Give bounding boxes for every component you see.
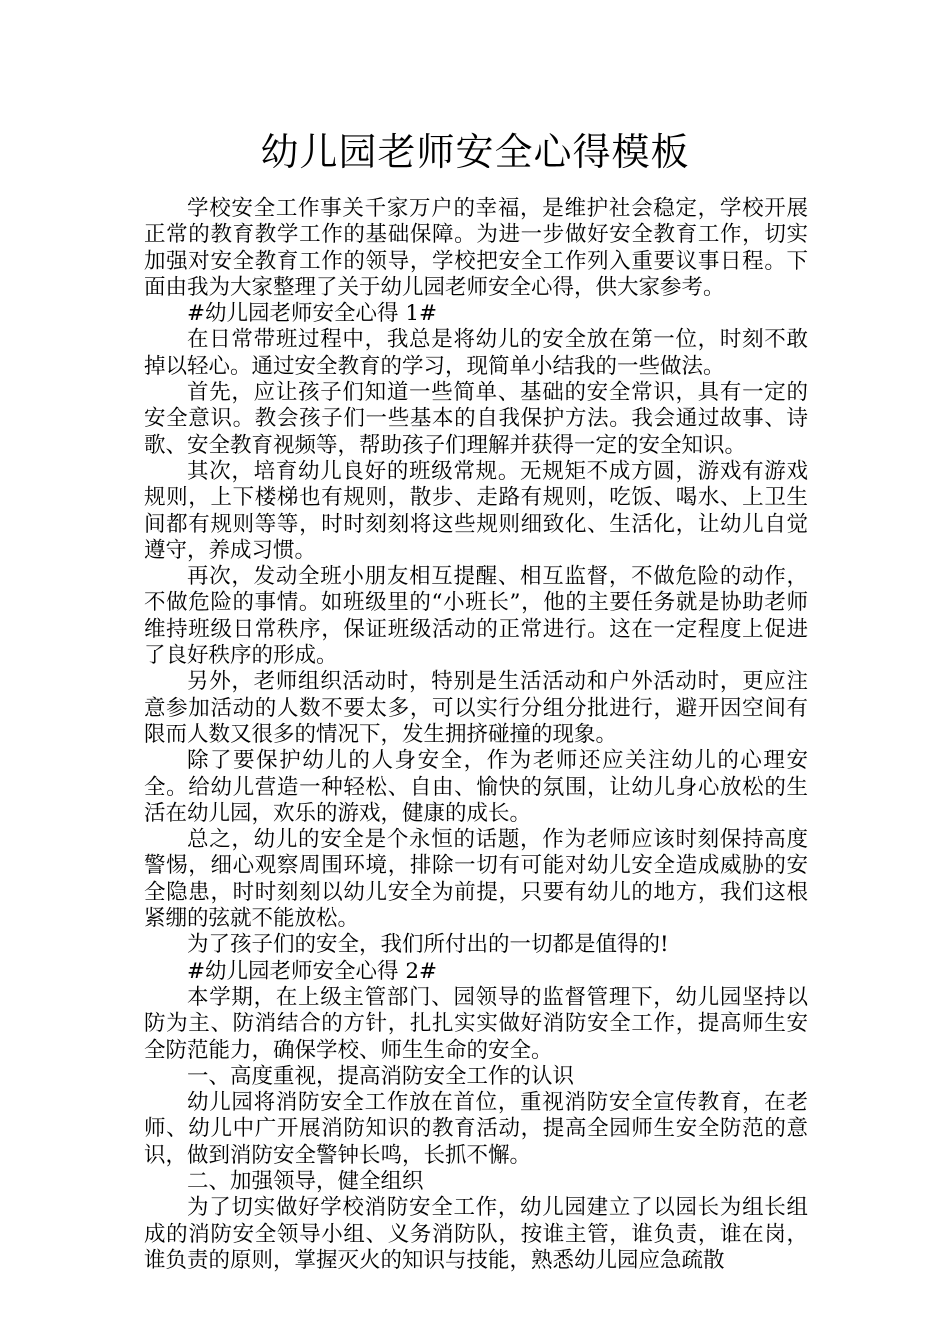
paragraph: 本学期，在上级主管部门、园领导的监督管理下，幼儿园坚持以防为主、防消结合的方针，扎扎实实做好消防安全工作，提高师生安全防范能力，确保学校、师生生命的安全。 (144, 984, 808, 1063)
paragraph: 幼儿园将消防安全工作放在首位，重视消防安全宣传教育，在老师、幼儿中广开展消防知识的教育活动，提高全园师生安全防范的意识，做到消防安全警钟长鸣，长抓不懈。 (144, 1090, 808, 1168)
subheading: 一、高度重视，提高消防安全工作的认识 (187, 1063, 575, 1089)
subheading: 二、加强领导，健全组织 (187, 1168, 424, 1194)
paragraph: 为了切实做好学校消防安全工作，幼儿园建立了以园长为组长组成的消防安全领导小组、义务消防队，按谁主管，谁负责，谁在岗，谁负责的原则，掌握灭火的知识与技能，熟悉幼儿园应急疏散 (144, 1195, 808, 1273)
paragraph-intro: 学校安全工作事关千家万户的幸福，是维护社会稳定，学校开展正常的教育教学工作的基础保障。为进一步做好安全教育工作，切实加强对安全教育工作的领导，学校把安全工作列入重要议事日程。下面由我为大家整理了关于幼儿园老师安全心得，供大家参考。 (144, 196, 808, 300)
paragraph: 除了要保护幼儿的人身安全，作为老师还应关注幼儿的心理安全。给幼儿营造一种轻松、自由、愉快的氛围，让幼儿身心放松的生活在幼儿园，欢乐的游戏，健康的成长。 (144, 748, 808, 826)
paragraph: 在日常带班过程中，我总是将幼儿的安全放在第一位，时刻不敢掉以轻心。通过安全教育的学习，现简单小结我的一些做法。 (144, 327, 808, 379)
document-body (144, 196, 808, 1274)
paragraph: 为了孩子们的安全，我们所付出的一切都是值得的! (187, 932, 669, 958)
document-title: 幼儿园老师安全心得模板 (260, 130, 690, 174)
paragraph: 其次，培育幼儿良好的班级常规。无规矩不成方圆，游戏有游戏规则，上下楼梯也有规则，散步、走路有规则，吃饭、喝水、上卫生间都有规则等等，时时刻刻将这些规则细致化、生活化，让幼儿自觉遵守，养成习惯。 (144, 458, 808, 563)
paragraph: 总之，幼儿的安全是个永恒的话题，作为老师应该时刻保持高度警惕，细心观察周围环境，排除一切有可能对幼儿安全造成威胁的安全隐患，时时刻刻以幼儿安全为前提，只要有幼儿的地方，我们这根紧绷的弦就不能放松。 (144, 827, 808, 932)
section-heading-2: #幼儿园老师安全心得 2# (187, 958, 438, 984)
section-heading-1: #幼儿园老师安全心得 1# (187, 301, 438, 327)
paragraph: 另外，老师组织活动时，特别是生活活动和户外活动时，更应注意参加活动的人数不要太多，可以实行分组分批进行，避开因空间有限而人数又很多的情况下，发生拥挤碰撞的现象。 (144, 669, 808, 747)
paragraph: 再次，发动全班小朋友相互提醒、相互监督，不做危险的动作，不做危险的事情。如班级里的“小班长”，他的主要任务就是协助老师维持班级日常秩序，保证班级活动的正常进行。这在一定程度上促进了良好秩序的形成。 (144, 564, 808, 669)
paragraph: 首先，应让孩子们知道一些简单、基础的安全常识，具有一定的安全意识。教会孩子们一些基本的自我保护方法。我会通过故事、诗歌、安全教育视频等，帮助孩子们理解并获得一定的安全知识。 (144, 380, 808, 458)
